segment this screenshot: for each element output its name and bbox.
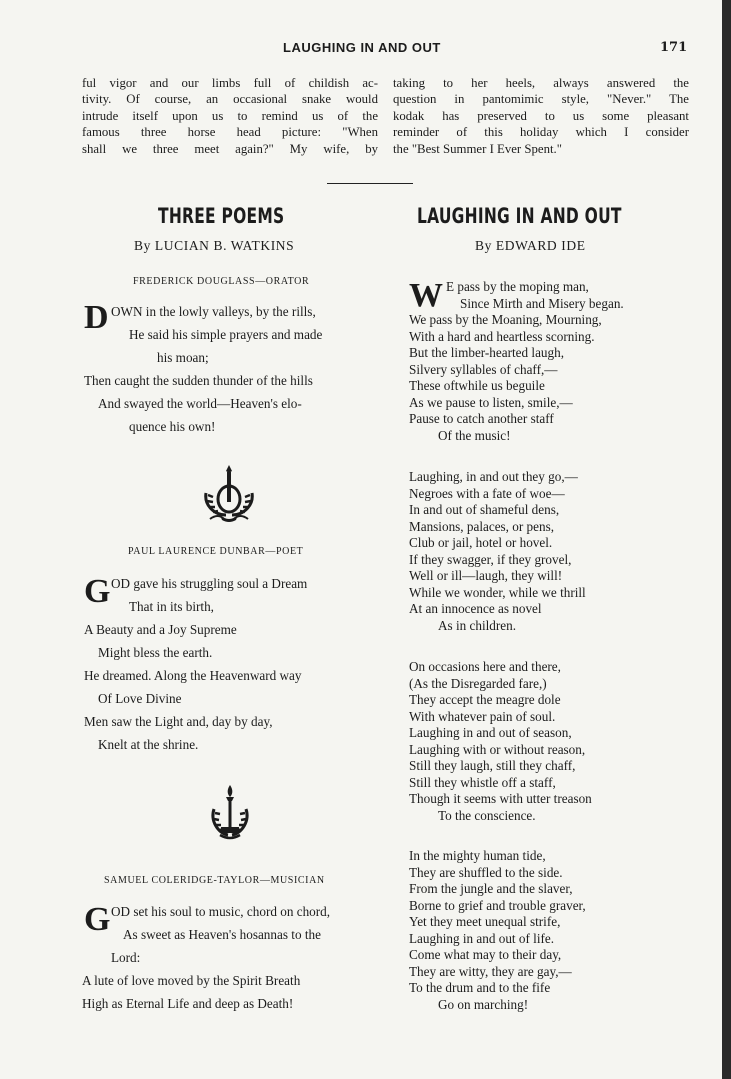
page-edge-shadow bbox=[722, 0, 731, 1079]
verse-line: High as Eternal Life and deep as Death! bbox=[82, 996, 294, 1011]
verse-line: Still they laugh, still they chaff, bbox=[409, 758, 576, 773]
text-line: shall we three meet again?" My wife, by bbox=[82, 141, 378, 156]
verse-line: On occasions here and there, bbox=[409, 659, 561, 674]
verse-line: Mansions, palaces, or pens, bbox=[409, 519, 555, 534]
running-header: LAUGHING IN AND OUT bbox=[283, 40, 441, 55]
text-line: intrude itself upon us to remind us of the bbox=[82, 108, 378, 123]
text-line: reminder of this holiday which I consider bbox=[393, 125, 689, 140]
verse-line: Of Love Divine bbox=[98, 691, 182, 706]
verse-line: As we pause to listen, smile,— bbox=[409, 395, 573, 410]
text-line: kodak has preserved to us some pleasant bbox=[393, 108, 689, 123]
text-line: taking to her heels, always answered the bbox=[393, 76, 689, 90]
verse-line: OD set his soul to music, chord on chord, bbox=[111, 904, 331, 919]
verse-line: Well or ill—laugh, they will! bbox=[409, 568, 563, 583]
poem2-subtitle: PAUL LAURENCE DUNBAR—POET bbox=[128, 546, 304, 557]
left-byline: By LUCIAN B. WATKINS bbox=[134, 238, 295, 253]
verse-line: Men saw the Light and, day by day, bbox=[84, 714, 273, 729]
verse-line: Laughing in and out of life. bbox=[409, 931, 555, 946]
poem1-subtitle: FREDERICK DOUGLASS—ORATOR bbox=[133, 276, 310, 287]
verse-line: Still they whistle off a staff, bbox=[409, 775, 556, 790]
right-title: LAUGHING IN AND OUT bbox=[417, 204, 622, 228]
verse-line: These oftwhile us beguile bbox=[409, 378, 545, 393]
verse-line: E pass by the moping man, bbox=[446, 279, 589, 294]
verse-line: They accept the meagre dole bbox=[409, 692, 561, 707]
verse-line: From the jungle and the slaver, bbox=[409, 881, 573, 896]
verse-line: Of the music! bbox=[438, 428, 511, 443]
laurel-ornament-icon bbox=[200, 463, 258, 525]
poem3-subtitle: SAMUEL COLERIDGE-TAYLOR—MUSICIAN bbox=[104, 875, 325, 886]
poem1-dropcap: D bbox=[84, 299, 109, 336]
text-line: the "Best Summer I Ever Spent." bbox=[393, 141, 562, 156]
verse-line: To the conscience. bbox=[438, 808, 536, 823]
verse-line: Laughing with or without reason, bbox=[409, 742, 586, 757]
verse-line: If they swagger, if they grovel, bbox=[409, 552, 572, 567]
verse-line: As in children. bbox=[438, 618, 517, 633]
verse-line: They are shuffled to the side. bbox=[409, 865, 563, 880]
verse-line: As sweet as Heaven's hosannas to the bbox=[123, 927, 321, 942]
verse-line: Negroes with a fate of woe— bbox=[409, 486, 565, 501]
verse-line: With a hard and heartless scorning. bbox=[409, 329, 595, 344]
page-number: 171 bbox=[660, 40, 688, 55]
section-divider bbox=[327, 183, 413, 184]
verse-line: That in its birth, bbox=[129, 599, 214, 614]
verse-line: A Beauty and a Joy Supreme bbox=[84, 622, 237, 637]
right-byline: By EDWARD IDE bbox=[475, 238, 586, 253]
verse-line: Come what may to their day, bbox=[409, 947, 562, 962]
text-line: famous three horse head picture: "When bbox=[82, 125, 378, 140]
verse-line: Since Mirth and Misery began. bbox=[460, 296, 624, 311]
verse-line: Go on marching! bbox=[438, 997, 529, 1012]
top-left-paragraph bbox=[82, 75, 378, 157]
verse-line: In the mighty human tide, bbox=[409, 848, 546, 863]
left-title: THREE POEMS bbox=[158, 204, 285, 228]
verse-line: While we wonder, while we thrill bbox=[409, 585, 586, 600]
verse-line: With whatever pain of soul. bbox=[409, 709, 556, 724]
verse-line: Laughing in and out of season, bbox=[409, 725, 572, 740]
verse-line: quence his own! bbox=[129, 419, 216, 434]
verse-line: OWN in the lowly valleys, by the rills, bbox=[111, 304, 316, 319]
verse-line: At an innocence as novel bbox=[409, 601, 542, 616]
verse-line: To the drum and to the fife bbox=[409, 980, 551, 995]
verse-line: Might bless the earth. bbox=[98, 645, 213, 660]
verse-line: (As the Disregarded fare,) bbox=[409, 676, 547, 691]
verse-line: But the limber-hearted laugh, bbox=[409, 345, 565, 360]
verse-line: A lute of love moved by the Spirit Breath bbox=[82, 973, 301, 988]
verse-line: Then caught the sudden thunder of the hills bbox=[84, 373, 313, 388]
verse-line: Pause to catch another staff bbox=[409, 411, 554, 426]
verse-line: Yet they meet unequal strife, bbox=[409, 914, 561, 929]
top-right-paragraph bbox=[393, 75, 689, 157]
verse-line: Club or jail, hotel or hovel. bbox=[409, 535, 553, 550]
poem3-dropcap: G bbox=[84, 901, 111, 938]
poem2-dropcap: G bbox=[84, 573, 111, 610]
verse-line: He said his simple prayers and made bbox=[129, 327, 323, 342]
verse-line: Knelt at the shrine. bbox=[98, 737, 199, 752]
verse-line: OD gave his struggling soul a Dream bbox=[111, 576, 308, 591]
verse-line: And swayed the world—Heaven's elo- bbox=[98, 396, 302, 411]
verse-line: Though it seems with utter treason bbox=[409, 791, 592, 806]
text-line: question in pantomimic style, "Never." The bbox=[393, 92, 689, 107]
verse-line: Silvery syllables of chaff,— bbox=[409, 362, 558, 377]
verse-line: his moan; bbox=[157, 350, 209, 365]
verse-line: We pass by the Moaning, Mourning, bbox=[409, 312, 602, 327]
verse-line: He dreamed. Along the Heavenward way bbox=[84, 668, 302, 683]
verse-line: Laughing, in and out they go,— bbox=[409, 469, 578, 484]
verse-line: In and out of shameful dens, bbox=[409, 502, 560, 517]
verse-line: They are witty, they are gay,— bbox=[409, 964, 572, 979]
text-line: tivity. Of course, an occasional snake would bbox=[82, 92, 378, 107]
verse-line: Borne to grief and trouble graver, bbox=[409, 898, 586, 913]
torch-wreath-ornament-icon bbox=[206, 783, 254, 843]
text-line: ful vigor and our limbs full of childish ac- bbox=[82, 76, 378, 90]
right-dropcap: W bbox=[409, 277, 443, 314]
verse-line: Lord: bbox=[111, 950, 141, 965]
